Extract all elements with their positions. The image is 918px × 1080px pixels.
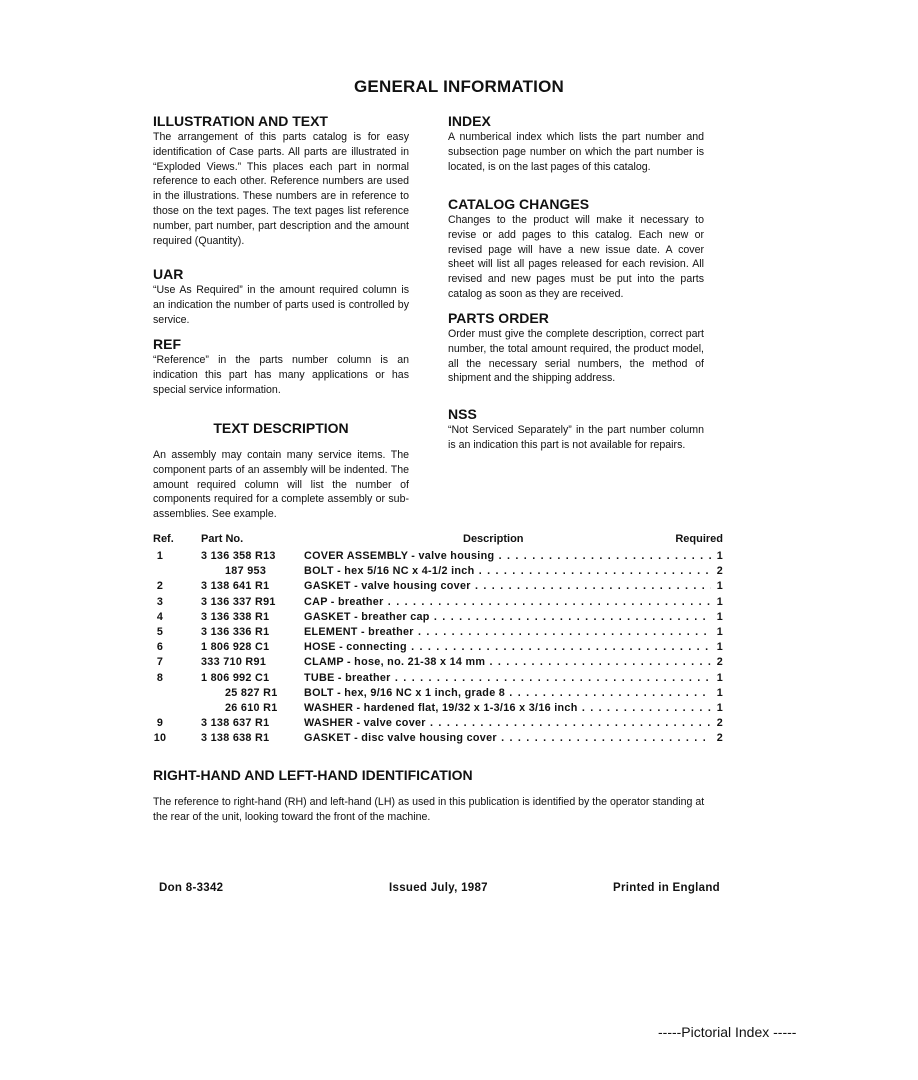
ref-cell: 10	[153, 732, 167, 745]
illustration-heading: ILLUSTRATION AND TEXT	[153, 113, 328, 129]
part-no-cell: 3 136 336 R1	[201, 625, 270, 638]
ref-cell: 8	[156, 671, 164, 684]
quantity-cell: 2	[716, 717, 723, 730]
rh-lh-text: The reference to right-hand (RH) and left-hand (LH) as used in this publication is identified by the operator standing at the rear of the unit, looking toward the front of the machine.	[153, 796, 705, 823]
footer-issued-date: Issued July, 1987	[389, 882, 488, 894]
index-section	[448, 113, 704, 174]
table-row	[153, 549, 723, 564]
ref-cell: 1	[156, 550, 164, 562]
description-cell: WASHER - valve cover . . .	[304, 716, 711, 731]
description-cell: TUBE - breather . . .	[304, 671, 711, 686]
quantity-cell: 1	[716, 671, 723, 684]
parts-order-section	[448, 310, 704, 386]
description-cell: BOLT - hex 5/16 NC x 4-1/2 inch . . .	[304, 564, 711, 579]
quantity-cell: 1	[716, 580, 723, 593]
description-cell: CAP - breather . . .	[304, 595, 711, 610]
rh-lh-heading: RIGHT-HAND AND LEFT-HAND IDENTIFICATION	[153, 767, 473, 783]
quantity-cell: 2	[716, 565, 723, 578]
ref-cell: 9	[156, 717, 164, 730]
parts-table	[153, 533, 723, 746]
ref-section	[153, 336, 409, 397]
parts-table-body	[153, 549, 723, 746]
description-cell: GASKET - disc valve housing cover . . .	[304, 731, 711, 746]
uar-heading: UAR	[153, 266, 184, 282]
description-cell: COVER ASSEMBLY - valve housing . . .	[304, 549, 711, 564]
uar-section	[153, 266, 409, 327]
table-row	[153, 671, 723, 686]
nss-heading: NSS	[448, 406, 477, 422]
ref-cell: 4	[156, 610, 164, 623]
page-title: GENERAL INFORMATION	[354, 77, 564, 96]
table-row	[153, 595, 723, 610]
ref-cell: 7	[156, 656, 164, 669]
ref-heading: REF	[153, 336, 181, 352]
illustration-and-text-section	[153, 113, 409, 248]
header-required: Required	[675, 533, 723, 545]
part-no-cell: 25 827 R1	[225, 686, 278, 699]
table-row	[153, 610, 723, 625]
footer-printed-in: Printed in England	[613, 882, 720, 894]
nss-text: “Not Serviced Separately” in the part number column is an indication this part is not available for repairs.	[448, 424, 704, 451]
table-row	[153, 731, 723, 746]
illustration-text: The arrangement of this parts catalog is for easy identification of Case parts. All parts are illustrated in “Exploded Views.” This places each part in normal reference to each other. Reference numbers are used in the illustrations. These numbers are in reference to those on the text pages. The text pages list reference number, part number, part description and the amount required (Quantity).	[153, 131, 409, 247]
footer-doc-number: Don 8-3342	[159, 882, 224, 894]
table-row	[153, 655, 723, 670]
part-no-cell: 3 136 337 R91	[201, 595, 276, 608]
quantity-cell: 2	[716, 732, 723, 745]
table-row	[153, 716, 723, 731]
description-cell: ELEMENT - breather . . .	[304, 625, 711, 640]
part-no-cell: 3 136 358 R13	[201, 550, 276, 562]
quantity-cell: 1	[716, 686, 723, 699]
quantity-cell: 1	[716, 641, 723, 654]
table-row	[153, 686, 723, 701]
text-description-text: An assembly may contain many service items. The component parts of an assembly will be indented. The amount required column will list the number of components required for a complete assembly or sub-assemblies. See example.	[153, 449, 409, 521]
ref-cell: 5	[156, 625, 164, 638]
parts-table-header	[153, 533, 723, 549]
header-part-no: Part No.	[201, 533, 244, 545]
part-no-cell: 1 806 992 C1	[201, 671, 270, 684]
table-row	[153, 579, 723, 594]
uar-text: “Use As Required” in the amount required column is an indication the number of parts used is controlled by service.	[153, 284, 409, 326]
table-row	[153, 625, 723, 640]
ref-cell: 3	[156, 595, 164, 608]
part-no-cell: 3 138 637 R1	[201, 717, 270, 730]
header-description: Description	[463, 533, 524, 545]
header-ref: Ref.	[153, 533, 174, 545]
text-description-section	[153, 448, 409, 522]
quantity-cell: 1	[716, 625, 723, 638]
index-text: A numberical index which lists the part number and subsection page number on which the part number is located, is on the last pages of this catalog.	[448, 131, 704, 173]
part-no-cell: 3 138 638 R1	[201, 732, 270, 745]
table-row	[153, 564, 723, 579]
ref-cell: 2	[156, 580, 164, 593]
description-cell: WASHER - hardened flat, 19/32 x 1-3/16 x 3/16 inch . . .	[304, 701, 711, 716]
ref-cell: 6	[156, 641, 164, 654]
description-cell: GASKET - valve housing cover . . .	[304, 579, 711, 594]
index-heading: INDEX	[448, 113, 491, 129]
description-cell: BOLT - hex, 9/16 NC x 1 inch, grade 8 . . .	[304, 686, 711, 701]
quantity-cell: 1	[716, 701, 723, 714]
catalog-changes-text: Changes to the product will make it necessary to revise or add pages to this catalog. Each new or revised page will have a new issue date. A cover sheet will list all pages released for each revision. All revised and new pages must be put into the parts catalog as soon as they are received.	[448, 214, 704, 300]
nss-section	[448, 406, 704, 453]
quantity-cell: 2	[716, 656, 723, 669]
ref-text: “Reference” in the parts number column is an indication this part has many applications or has special service information.	[153, 354, 409, 396]
description-cell: HOSE - connecting . . .	[304, 640, 711, 655]
part-no-cell: 3 138 641 R1	[201, 580, 270, 593]
part-no-cell: 333 710 R91	[201, 656, 267, 669]
parts-order-text: Order must give the complete description, correct part number, the total amount required, the product model, all the necessary serial numbers, the method of shipment and the shipping address.	[448, 328, 704, 385]
table-row	[153, 701, 723, 716]
quantity-cell: 1	[716, 595, 723, 608]
text-description-heading: TEXT DESCRIPTION	[213, 420, 349, 436]
parts-order-heading: PARTS ORDER	[448, 310, 549, 326]
quantity-cell: 1	[716, 550, 723, 562]
pictorial-index-link[interactable]: -----Pictorial Index -----	[658, 1024, 797, 1040]
part-no-cell: 3 136 338 R1	[201, 610, 270, 623]
part-no-cell: 187 953	[225, 565, 267, 578]
catalog-changes-heading: CATALOG CHANGES	[448, 196, 590, 212]
description-cell: GASKET - breather cap . . .	[304, 610, 711, 625]
table-row	[153, 640, 723, 655]
catalog-changes-section	[448, 196, 704, 302]
description-cell: CLAMP - hose, no. 21-38 x 14 mm . . .	[304, 655, 711, 670]
part-no-cell: 1 806 928 C1	[201, 641, 270, 654]
quantity-cell: 1	[716, 610, 723, 623]
part-no-cell: 26 610 R1	[225, 701, 278, 714]
